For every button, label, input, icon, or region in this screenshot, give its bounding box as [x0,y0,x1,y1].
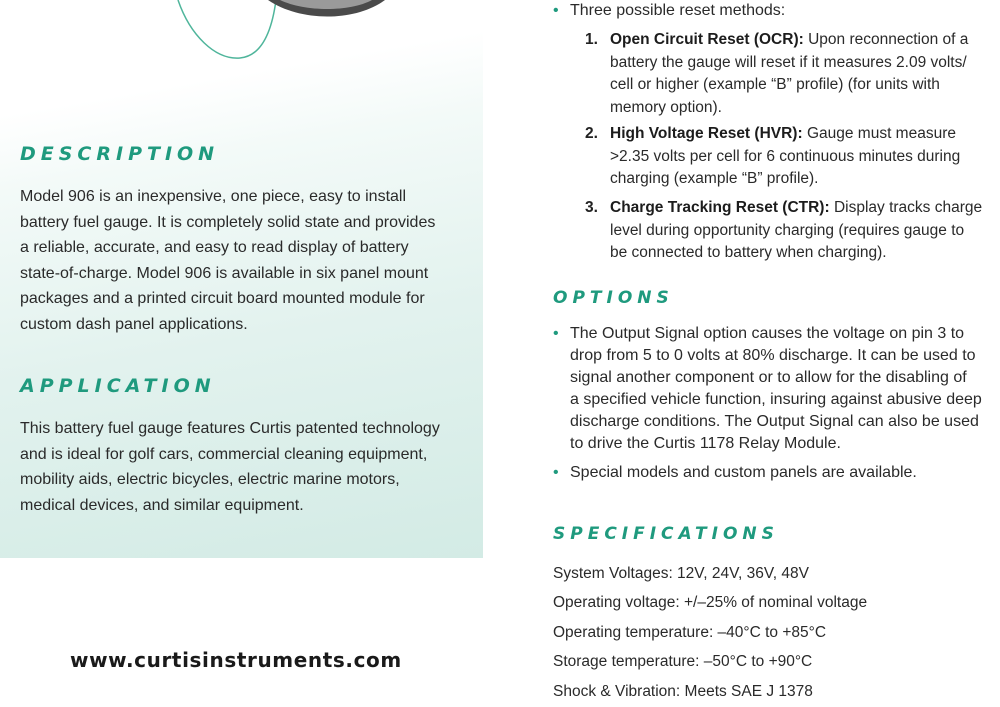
reset-body [610,123,985,191]
description-heading: DESCRIPTION [20,143,220,165]
description-line: battery fuel gauge. It is completely solid state and provides [20,213,436,231]
reset-number: 2. [585,125,598,142]
gauge-illustration [0,0,483,70]
options-line: The Output Signal option causes the voltage on pin 3 to [570,325,965,342]
options-heading: OPTIONS [553,288,674,308]
spec-line: System Voltages: 12V, 24V, 36V, 48V [553,565,809,582]
reset-body [610,197,985,265]
spec-line: Operating voltage: +/–25% of nominal voltage [553,594,868,611]
reset-body [610,29,985,119]
reset-line: >2.35 volts per cell for 6 continuous minutes during [610,147,961,165]
reset-line: be connected to battery when charging). [610,244,887,261]
reset-line: cell or higher (example “B” profile) (for units with [610,76,940,93]
description-line: custom dash panel applications. [20,315,248,333]
reset-title: Open Circuit Reset (OCR): [610,31,804,48]
options-line: Special models and custom panels are available. [570,464,917,481]
reset-text: Upon reconnection of a [808,31,969,48]
reset-intro-text: Three possible reset methods: [570,2,786,19]
options-line: discharge conditions. The Output Signal can also be used [570,413,979,430]
reset-method-1 [585,29,985,119]
reset-line [610,197,985,220]
options-line: drop from 5 to 0 volts at 80% discharge. It can be used to [570,347,976,364]
description-line: packages and a printed circuit board mounted module for [20,290,425,307]
options-list [553,323,993,484]
reset-line [610,123,985,146]
reset-number: 1. [585,31,598,48]
options-item [553,462,993,484]
reset-line: charging (example “B” profile). [610,170,819,187]
description-line: Model 906 is an inexpensive, one piece, easy to install [20,188,407,205]
reset-line: battery the gauge will reset if it measures 2.09 volts/ [610,53,967,71]
application-line: medical devices, and similar equipment. [20,496,304,514]
bullet-icon: • [553,2,559,19]
bullet-icon: • [553,325,559,342]
spec-line: Storage temperature: –50°C to +90°C [553,653,813,670]
options-line: to drive the Curtis 1178 Relay Module. [570,435,841,452]
reset-line [610,29,985,52]
reset-number: 3. [585,199,598,216]
application-line: and is ideal for golf cars, commercial cleaning equipment, [20,445,428,463]
website-url[interactable]: www.curtisinstruments.com [70,648,402,672]
reset-method-2 [585,123,985,191]
description-line: a reliable, accurate, and easy to read display of battery [20,239,409,256]
description-paragraph [20,184,475,337]
specifications-heading: SPECIFICATIONS [553,524,779,544]
spec-line: Shock & Vibration: Meets SAE J 1378 [553,683,813,700]
reset-text: Display tracks charge [833,199,983,216]
application-line: mobility aids, electric bicycles, electric marine motors, [20,471,400,488]
reset-intro-list [553,0,993,22]
application-paragraph [20,416,475,518]
description-line: state-of-charge. Model 906 is available in six panel mount [20,264,429,282]
reset-title: Charge Tracking Reset (CTR): [610,199,830,216]
reset-line: level during opportunity charging (requires gauge to [610,221,965,239]
bullet-icon: • [553,464,559,481]
application-heading: APPLICATION [20,375,216,397]
reset-intro-item [553,0,993,22]
options-item [553,323,993,455]
spec-line: Operating temperature: –40°C to +85°C [553,624,827,641]
reset-method-3 [585,197,985,265]
options-line: a specified vehicle function, insuring against abusive deep [570,391,982,408]
options-line: signal another component or to allow for the disabling of [570,369,967,386]
application-line: This battery fuel gauge features Curtis patented technology [20,420,440,437]
reset-title: High Voltage Reset (HVR): [610,125,803,142]
reset-line: memory option). [610,98,722,116]
reset-text: Gauge must measure [806,125,956,142]
